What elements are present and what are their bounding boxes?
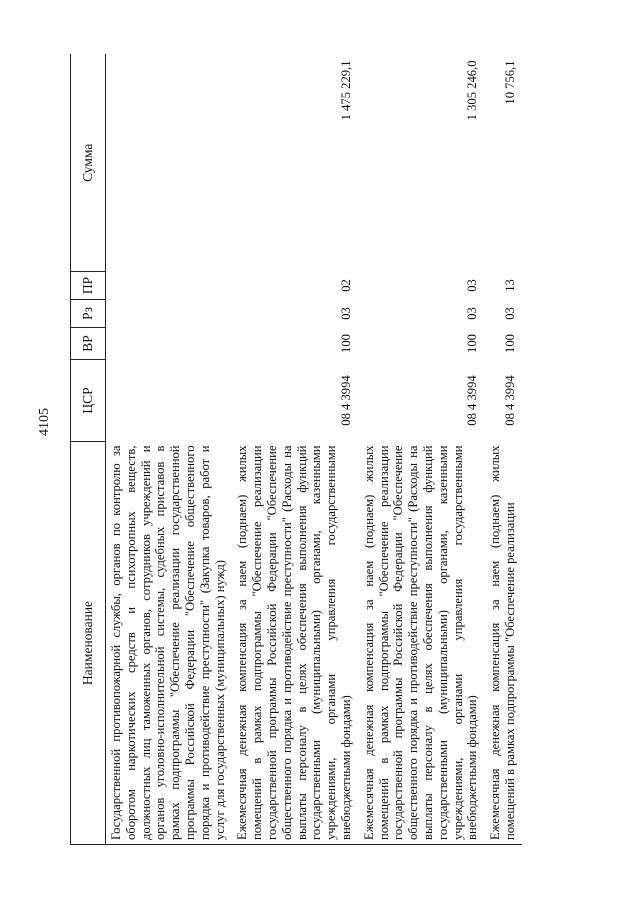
header-name: Наименование	[71, 442, 106, 845]
row-pr	[106, 272, 232, 300]
table-row	[231, 55, 357, 845]
row-name: Ежемесячная денежная компенсация за наем (поднаем) жилых помещений в рамках подпрограммы "Обеспечение реализации	[484, 442, 522, 845]
row-vr: 100	[502, 334, 517, 353]
header-rz: Рз	[71, 300, 106, 328]
row-csr: 08 4 3994	[465, 375, 480, 426]
row-pr: 03	[465, 279, 480, 292]
budget-table	[70, 55, 522, 846]
row-pr: 13	[502, 279, 517, 292]
row-sum: 1 475 229,1	[338, 60, 353, 121]
row-pr: 02	[338, 279, 353, 292]
row-rz	[106, 300, 232, 328]
row-vr	[106, 328, 232, 360]
header-pr: ПР	[71, 272, 106, 300]
row-name: Ежемесячная денежная компенсация за наем (поднаем) жилых помещений в рамках подпрограммы "Обеспечение реализации государственной программы Российской Федерации "Обеспечение общественного порядка и противодействие преступности" (Расходы на выплаты персоналу в целях обеспечения выполнения функций государственными (муниципальными) органами, казенными учреждениями, органами управления государственными внебюджетными фондами)	[358, 442, 484, 845]
row-rz: 03	[338, 307, 353, 320]
row-csr: 08 4 3994	[338, 375, 353, 426]
row-name: Государственной противопожарной службы, органов по контролю за оборотом наркотических средств и психотропных веществ, должностных лиц таможенных органов, сотрудников учреждений и органов уголовно-исполнительной системы, судебных приставов в рамках подпрограммы "Обеспечение реализации государственной программы Российской Федерации "Обеспечение общественного порядка и противодействие преступности" (Закупка товаров, работ и услуг для государственных (муниципальных) нужд)	[106, 442, 232, 845]
row-sum	[106, 55, 232, 272]
row-csr: 08 4 3994	[502, 375, 517, 426]
row-sum: 1 305 246,0	[465, 60, 480, 121]
row-rz: 03	[465, 307, 480, 320]
row-name: Ежемесячная денежная компенсация за наем (поднаем) жилых помещений в рамках подпрограммы "Обеспечение реализации государственной программы Российской Федерации "Обеспечение общественного порядка и противодействие преступности" (Расходы на выплаты персоналу в целях обеспечения выполнения функций государственными (муниципальными) органами, казенными учреждениями, органами управления государственными внебюджетными фондами)	[231, 442, 357, 845]
header-csr: ЦСР	[71, 360, 106, 442]
page-number: 4105	[37, 408, 52, 436]
header-vr: ВР	[71, 328, 106, 360]
row-sum: 10 756,1	[502, 60, 517, 105]
table-row	[358, 55, 484, 845]
row-vr: 100	[338, 334, 353, 353]
table-header-row	[71, 55, 106, 845]
row-csr	[106, 360, 232, 442]
row-vr: 100	[465, 334, 480, 353]
header-sum: Сумма	[71, 55, 106, 272]
row-rz: 03	[502, 307, 517, 320]
rotated-table-wrapper	[70, 55, 590, 845]
table-row	[106, 55, 232, 845]
table-row	[484, 55, 522, 845]
